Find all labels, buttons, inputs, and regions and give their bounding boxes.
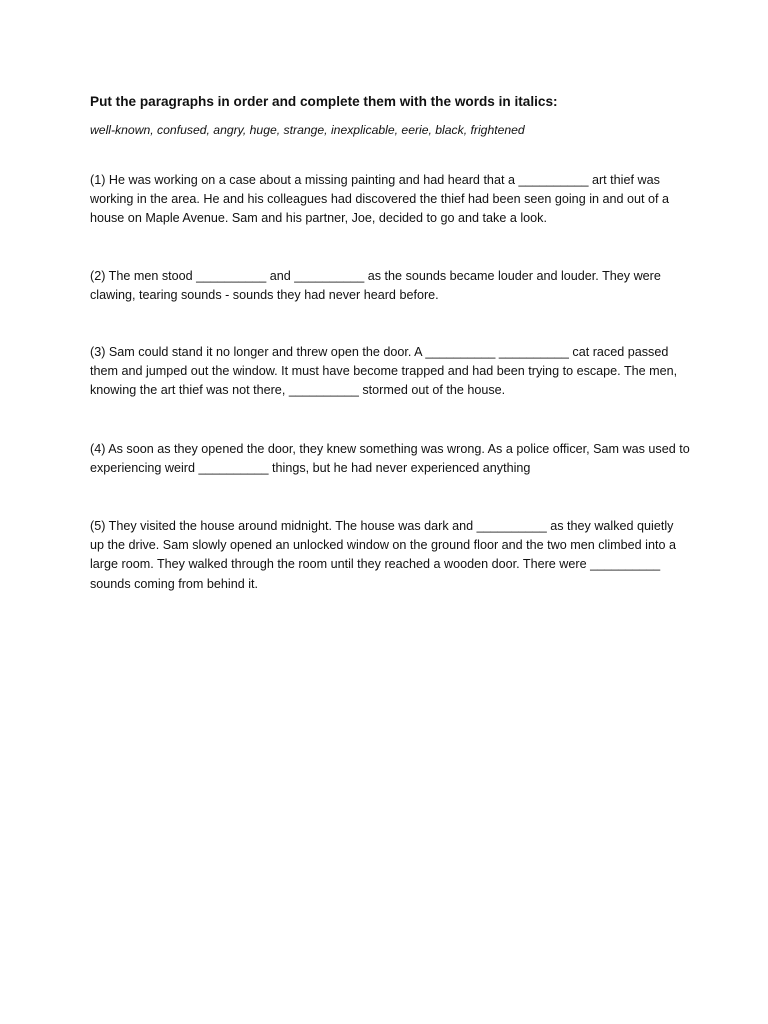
paragraph-5: (5) They visited the house around midnight. The house was dark and __________ as they walked quietly up the drive. Sam slowly opened an unlocked window on the ground floor and the two men climbed into a large room. They walked through the room until they reached a wooden door. There were __________ sounds coming from behind it. [90,519,676,591]
paragraph-4: (4) As soon as they opened the door, they knew something was wrong. As a police officer, Sam was used to experiencing weird __________ things, but he had never experienced anything [90,441,690,475]
worksheet-instructions: Put the paragraphs in order and complete them with the words in italics: [90,94,558,109]
paragraph-3: (3) Sam could stand it no longer and threw open the door. A __________ __________ cat raced passed them and jumped out the window. It must have become trapped and had been trying to escape. The men, knowing the art thief was not there, __________ stormed out of the house. [90,345,678,398]
worksheet-page [90,92,690,594]
paragraph-1: (1) He was working on a case about a missing painting and had heard that a __________ art thief was working in the area. He and his colleagues had discovered the thief had been seen going in and out of a house on Maple Avenue. Sam and his partner, Joe, decided to go and take a look. [90,173,670,226]
word-list: well-known, confused, angry, huge, strange, inexplicable, eerie, black, frightened [90,123,525,137]
paragraph-2: (2) The men stood __________ and __________ as the sounds became louder and louder. They were clawing, tearing sounds - sounds they had never heard before. [90,268,661,302]
